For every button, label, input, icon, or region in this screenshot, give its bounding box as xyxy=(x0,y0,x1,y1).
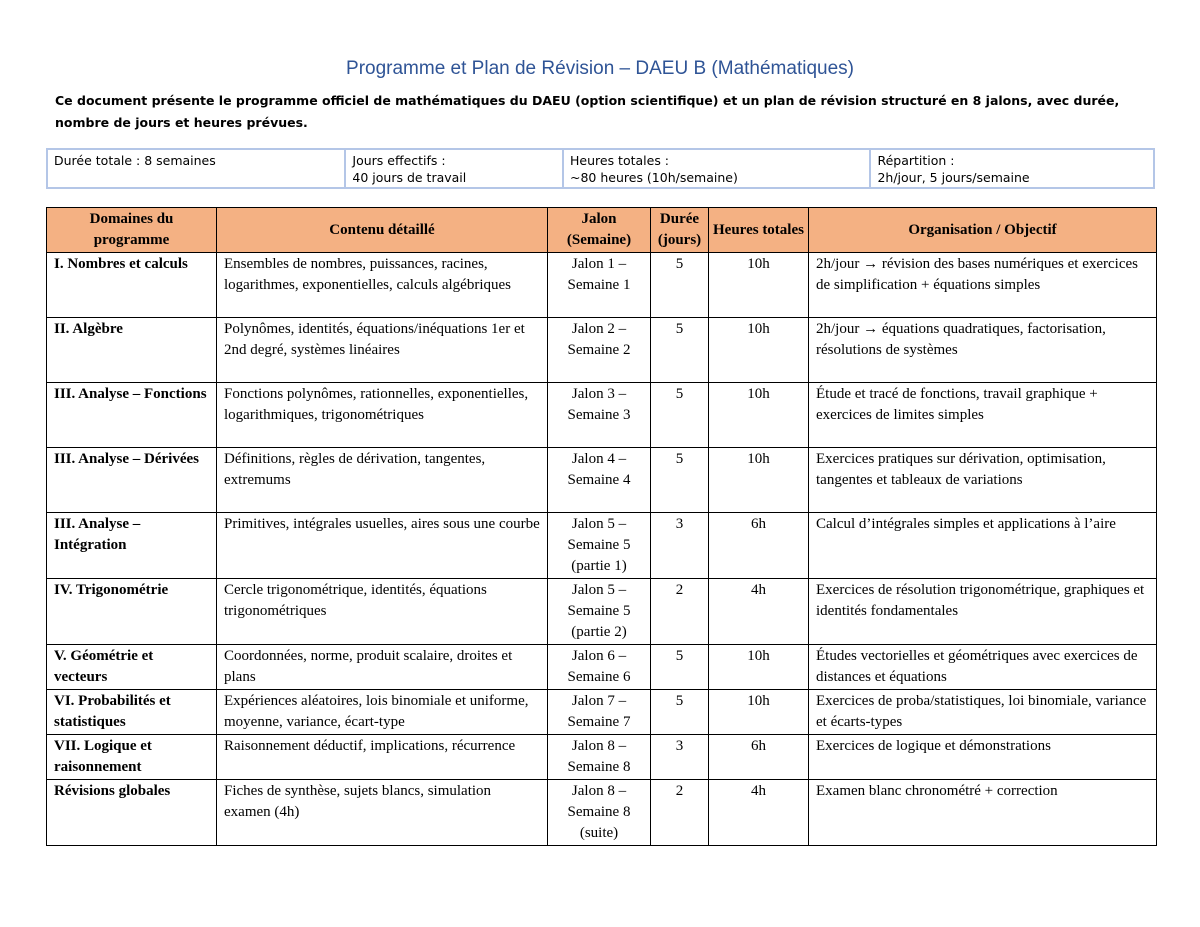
cell-content: Expériences aléatoires, lois binomiale et uniforme, moyenne, variance, écart-type xyxy=(217,690,548,735)
cell-days: 5 xyxy=(651,448,709,513)
cell-organisation: Examen blanc chronométré + correction xyxy=(809,780,1157,846)
cell-milestone: Jalon 3 – Semaine 3 xyxy=(548,383,651,448)
summary-label: Répartition : xyxy=(877,153,955,168)
header-hours: Heures totales xyxy=(709,208,809,253)
cell-content: Primitives, intégrales usuelles, aires sous une courbe xyxy=(217,513,548,579)
table-row xyxy=(47,735,1157,780)
cell-organisation: Calcul d’intégrales simples et applications à l’aire xyxy=(809,513,1157,579)
cell-hours: 4h xyxy=(709,780,809,846)
summary-row xyxy=(47,149,1154,188)
table-row xyxy=(47,383,1157,448)
summary-value: 2h/jour, 5 jours/semaine xyxy=(877,170,1030,185)
summary-value: 40 jours de travail xyxy=(352,170,467,185)
summary-label: Heures totales : xyxy=(570,153,670,168)
header-domains: Domaines du programme xyxy=(47,208,217,253)
cell-milestone: Jalon 2 – Semaine 2 xyxy=(548,318,651,383)
cell-milestone: Jalon 1 – Semaine 1 xyxy=(548,253,651,318)
cell-domain: Révisions globales xyxy=(47,780,217,846)
cell-content: Cercle trigonométrique, identités, équations trigonométriques xyxy=(217,579,548,645)
summary-label: Jours effectifs : xyxy=(352,153,446,168)
summary-cell xyxy=(563,149,870,188)
cell-domain: VII. Logique et raisonnement xyxy=(47,735,217,780)
document-title: Programme et Plan de Révision – DAEU B (Mathématiques) xyxy=(346,58,854,79)
cell-hours: 10h xyxy=(709,448,809,513)
cell-content: Polynômes, identités, équations/inéquations 1er et 2nd degré, systèmes linéaires xyxy=(217,318,548,383)
cell-domain: VI. Probabilités et statistiques xyxy=(47,690,217,735)
cell-milestone: Jalon 5 – Semaine 5 (partie 2) xyxy=(548,579,651,645)
table-row xyxy=(47,253,1157,318)
cell-organisation: Exercices de logique et démonstrations xyxy=(809,735,1157,780)
cell-content: Fiches de synthèse, sujets blancs, simulation examen (4h) xyxy=(217,780,548,846)
cell-organisation: Études vectorielles et géométriques avec exercices de distances et équations xyxy=(809,645,1157,690)
cell-hours: 6h xyxy=(709,735,809,780)
cell-days: 5 xyxy=(651,690,709,735)
table-row xyxy=(47,579,1157,645)
cell-domain: V. Géométrie et vecteurs xyxy=(47,645,217,690)
cell-milestone: Jalon 8 – Semaine 8 (suite) xyxy=(548,780,651,846)
summary-cell xyxy=(345,149,563,188)
summary-table xyxy=(46,148,1155,189)
cell-hours: 10h xyxy=(709,645,809,690)
table-row xyxy=(47,318,1157,383)
cell-hours: 4h xyxy=(709,579,809,645)
summary-cell xyxy=(47,149,345,188)
summary-label: Durée totale : 8 semaines xyxy=(54,153,216,168)
table-header-row xyxy=(47,208,1157,253)
cell-content: Raisonnement déductif, implications, récurrence xyxy=(217,735,548,780)
cell-days: 5 xyxy=(651,253,709,318)
cell-domain: III. Analyse – Intégration xyxy=(47,513,217,579)
cell-days: 5 xyxy=(651,383,709,448)
header-milestone: Jalon (Semaine) xyxy=(548,208,651,253)
cell-domain: IV. Trigonométrie xyxy=(47,579,217,645)
cell-domain: III. Analyse – Fonctions xyxy=(47,383,217,448)
table-row xyxy=(47,645,1157,690)
cell-domain: I. Nombres et calculs xyxy=(47,253,217,318)
cell-days: 5 xyxy=(651,318,709,383)
cell-domain: III. Analyse – Dérivées xyxy=(47,448,217,513)
cell-content: Fonctions polynômes, rationnelles, exponentielles, logarithmiques, trigonométriques xyxy=(217,383,548,448)
intro-paragraph: Ce document présente le programme officiel de mathématiques du DAEU (option scientifique) et un plan de révision structuré en 8 jalons, avec durée, nombre de jours et heures prévues. xyxy=(55,93,1120,130)
cell-organisation: Étude et tracé de fonctions, travail graphique + exercices de limites simples xyxy=(809,383,1157,448)
table-row xyxy=(47,513,1157,579)
cell-hours: 10h xyxy=(709,318,809,383)
table-row xyxy=(47,780,1157,846)
cell-days: 3 xyxy=(651,735,709,780)
header-organisation: Organisation / Objectif xyxy=(809,208,1157,253)
cell-milestone: Jalon 5 – Semaine 5 (partie 1) xyxy=(548,513,651,579)
cell-organisation: Exercices de résolution trigonométrique, graphiques et identités fondamentales xyxy=(809,579,1157,645)
cell-hours: 10h xyxy=(709,253,809,318)
cell-organisation: Exercices de proba/statistiques, loi binomiale, variance et écarts-types xyxy=(809,690,1157,735)
cell-content: Coordonnées, norme, produit scalaire, droites et plans xyxy=(217,645,548,690)
cell-milestone: Jalon 7 – Semaine 7 xyxy=(548,690,651,735)
table-row xyxy=(47,690,1157,735)
cell-days: 5 xyxy=(651,645,709,690)
cell-hours: 6h xyxy=(709,513,809,579)
cell-content: Ensembles de nombres, puissances, racines, logarithmes, exponentielles, calculs algébriques xyxy=(217,253,548,318)
cell-days: 3 xyxy=(651,513,709,579)
cell-days: 2 xyxy=(651,780,709,846)
summary-value: ~80 heures (10h/semaine) xyxy=(570,170,738,185)
cell-milestone: Jalon 6 – Semaine 6 xyxy=(548,645,651,690)
program-table xyxy=(46,207,1157,846)
cell-organisation: 2h/jour → révision des bases numériques et exercices de simplification + équations simples xyxy=(809,253,1157,318)
cell-hours: 10h xyxy=(709,383,809,448)
cell-content: Définitions, règles de dérivation, tangentes, extremums xyxy=(217,448,548,513)
cell-hours: 10h xyxy=(709,690,809,735)
header-duration: Durée (jours) xyxy=(651,208,709,253)
table-row xyxy=(47,448,1157,513)
cell-organisation: 2h/jour → équations quadratiques, factorisation, résolutions de systèmes xyxy=(809,318,1157,383)
cell-domain: II. Algèbre xyxy=(47,318,217,383)
cell-days: 2 xyxy=(651,579,709,645)
summary-cell xyxy=(870,149,1154,188)
cell-milestone: Jalon 4 – Semaine 4 xyxy=(548,448,651,513)
cell-milestone: Jalon 8 – Semaine 8 xyxy=(548,735,651,780)
cell-organisation: Exercices pratiques sur dérivation, optimisation, tangentes et tableaux de variations xyxy=(809,448,1157,513)
header-content: Contenu détaillé xyxy=(217,208,548,253)
